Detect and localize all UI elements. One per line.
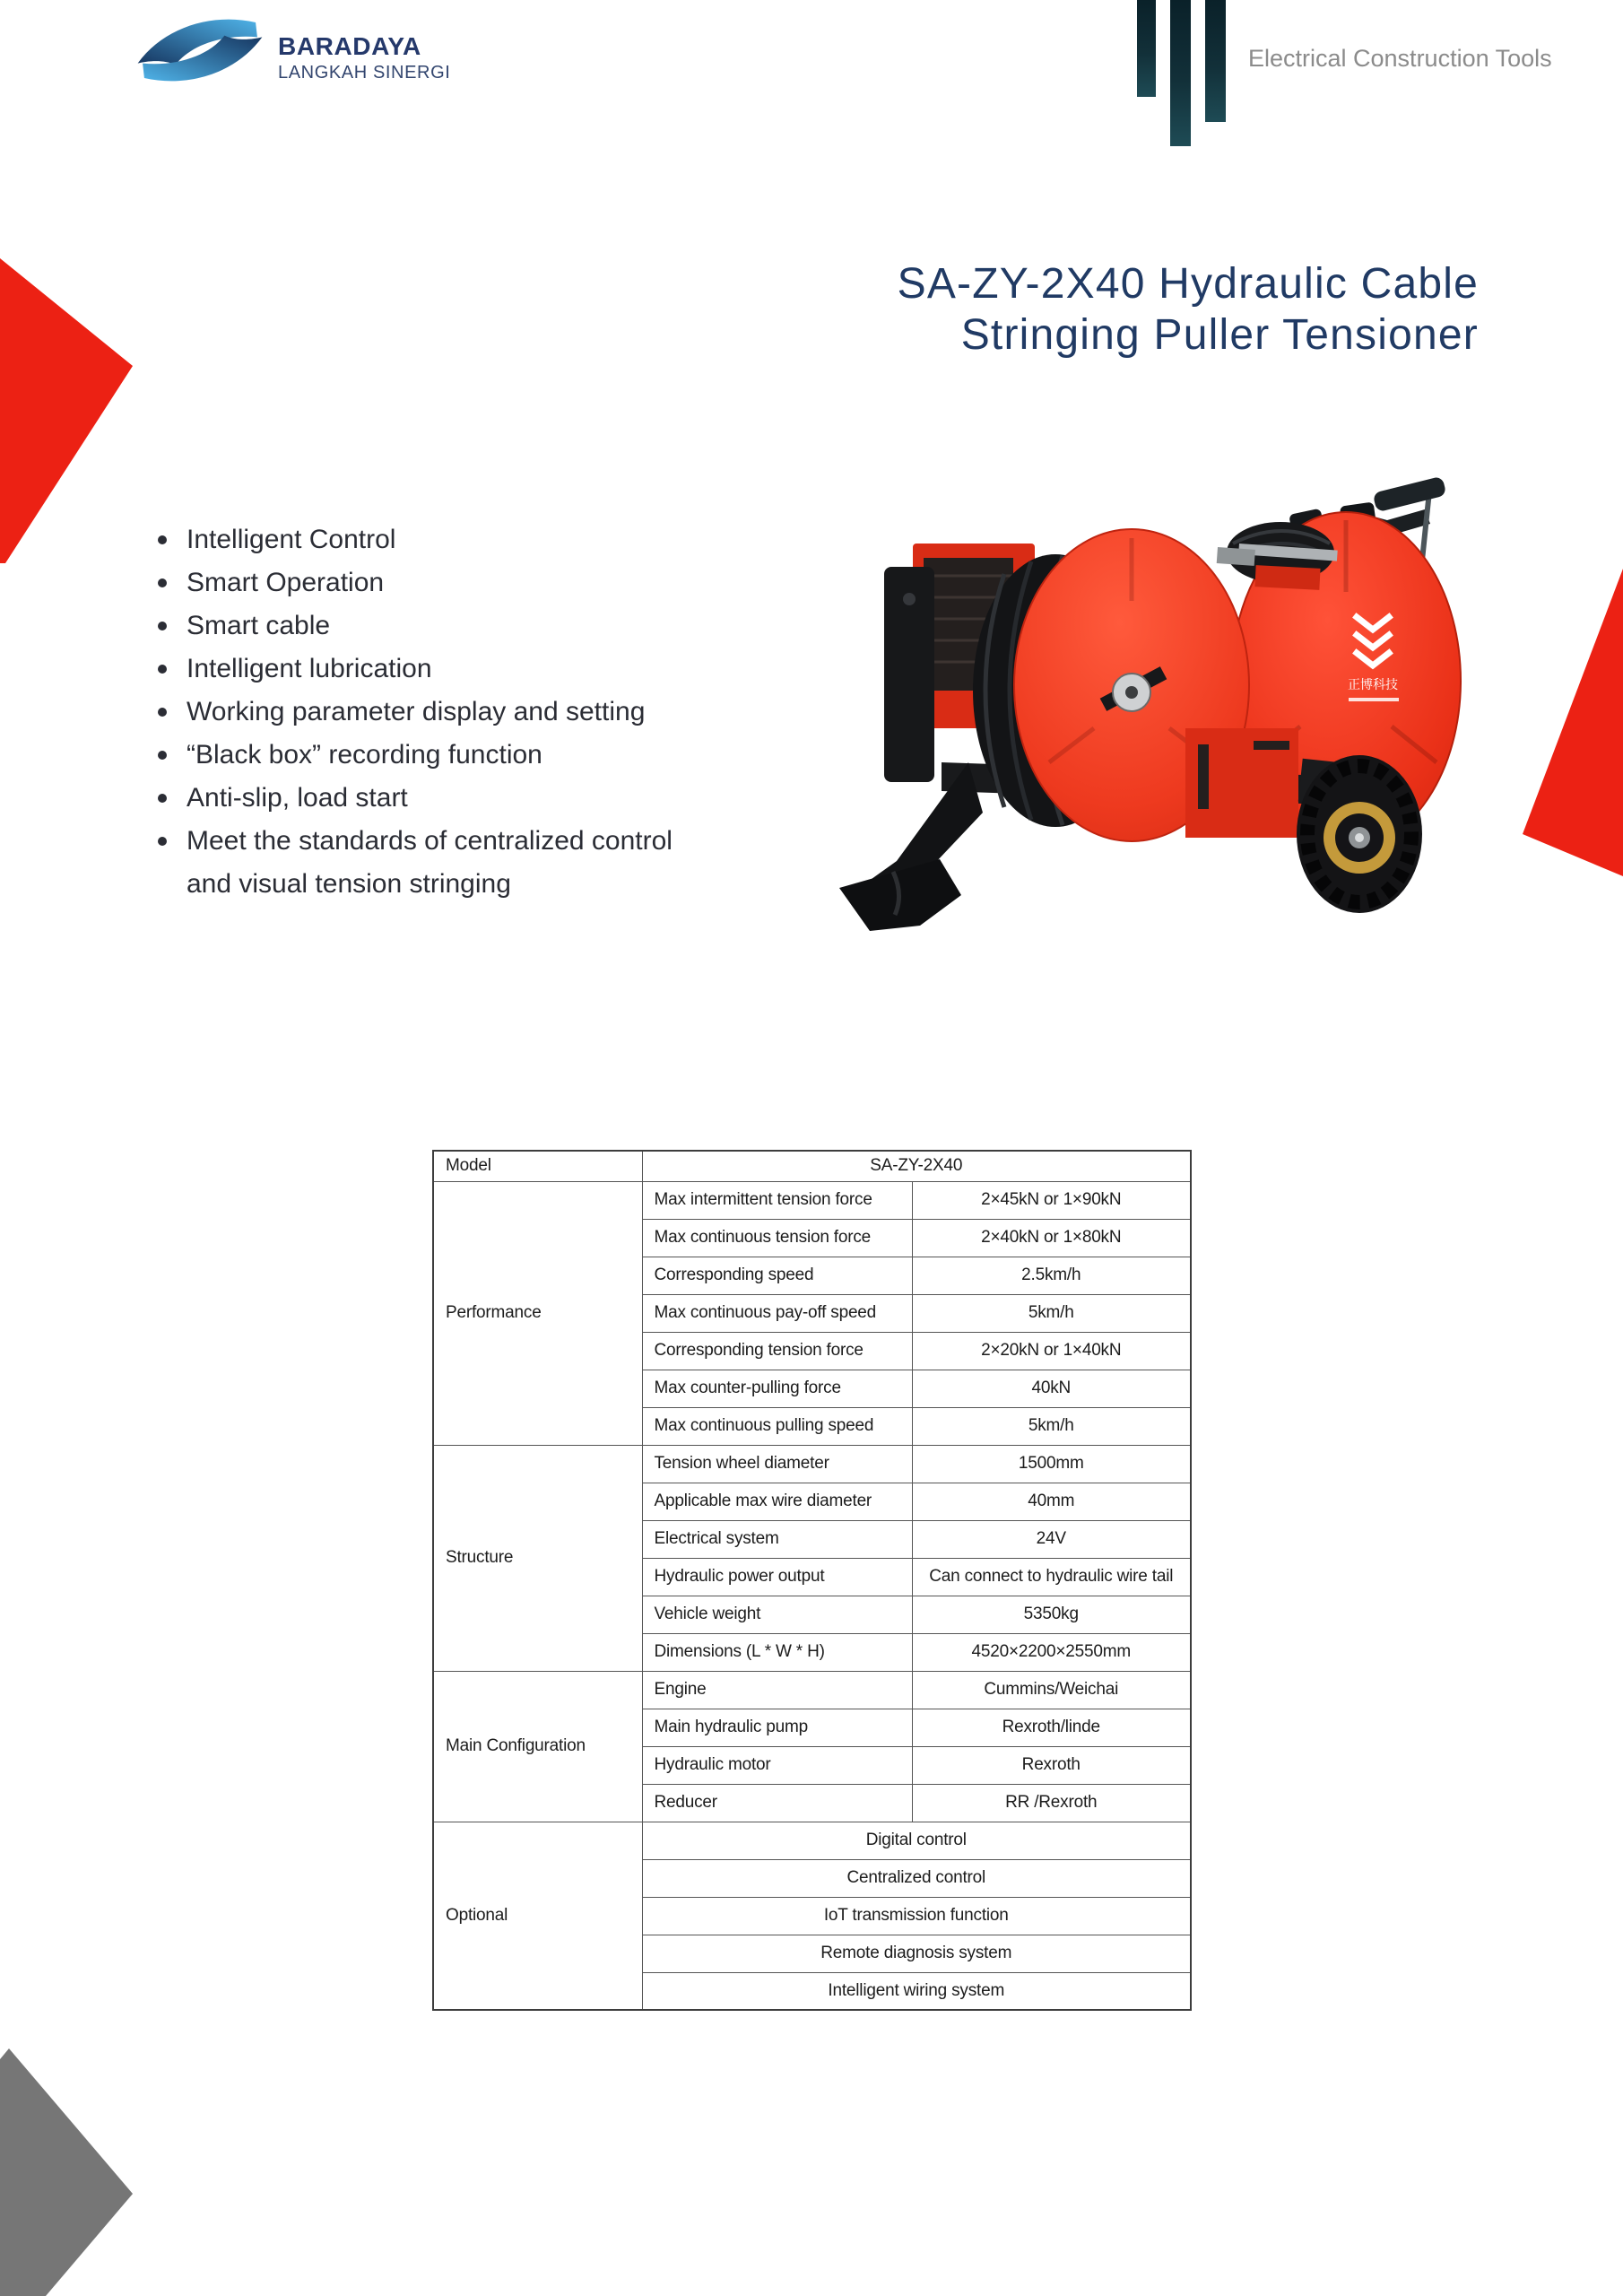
spec-label-cell: Main hydraulic pump — [642, 1709, 912, 1746]
decor-triangle-left — [0, 256, 135, 565]
spec-value-cell: Can connect to hydraulic wire tail — [912, 1558, 1191, 1596]
spec-group-cell: Structure — [433, 1445, 642, 1671]
spec-label-cell: Max intermittent tension force — [642, 1181, 912, 1219]
machine-badge-subtext — [1349, 698, 1399, 701]
feature-list — [149, 518, 723, 906]
machine-lower-panel — [1185, 728, 1298, 838]
spec-label-cell: Corresponding tension force — [642, 1332, 912, 1370]
machine-tire — [1297, 755, 1422, 913]
brand-logo-icon — [128, 13, 272, 88]
feature-item: Smart cable — [149, 604, 723, 648]
spec-label-cell: Reducer — [642, 1784, 912, 1822]
feature-item: Smart Operation — [149, 561, 723, 604]
spec-value-cell: 2×45kN or 1×90kN — [912, 1181, 1191, 1219]
title-line-1: SA-ZY-2X40 Hydraulic Cable — [897, 260, 1479, 308]
spec-value-cell: 40mm — [912, 1483, 1191, 1520]
spec-label-cell: Corresponding speed — [642, 1257, 912, 1294]
spec-value-cell: Intelligent wiring system — [642, 1972, 1191, 2010]
machine-badge-text: 正博科技 — [1348, 677, 1398, 691]
spec-value-cell: 2.5km/h — [912, 1257, 1191, 1294]
spec-label-cell: Max counter-pulling force — [642, 1370, 912, 1407]
spec-value-cell: RR /Rexroth — [912, 1784, 1191, 1822]
spec-value-cell: 5km/h — [912, 1294, 1191, 1332]
spec-group-cell: Optional — [433, 1822, 642, 2010]
brand-name: BARADAYA — [278, 32, 421, 60]
product-image — [834, 466, 1497, 933]
spec-value-cell: 40kN — [912, 1370, 1191, 1407]
spec-label-cell: Max continuous pulling speed — [642, 1407, 912, 1445]
spec-label-cell: Vehicle weight — [642, 1596, 912, 1633]
spec-value-cell: 2×20kN or 1×40kN — [912, 1332, 1191, 1370]
spec-label-cell: Engine — [642, 1671, 912, 1709]
feature-item: Intelligent lubrication — [149, 648, 723, 691]
spec-value-cell: Centralized control — [642, 1859, 1191, 1897]
spec-value-cell: Cummins/Weichai — [912, 1671, 1191, 1709]
spec-value-cell: 2×40kN or 1×80kN — [912, 1219, 1191, 1257]
table-row — [433, 1671, 1191, 1709]
spec-value-cell: Remote diagnosis system — [642, 1935, 1191, 1972]
spec-label-cell: Electrical system — [642, 1520, 912, 1558]
bar-3 — [1205, 0, 1226, 122]
bar-1 — [1137, 0, 1156, 97]
spec-label-cell: Hydraulic motor — [642, 1746, 912, 1784]
spec-label-cell: Dimensions (L * W * H) — [642, 1633, 912, 1671]
machine-frame-bracket — [1217, 547, 1255, 566]
feature-item: Anti-slip, load start — [149, 777, 723, 820]
spec-value-cell: Rexroth — [912, 1746, 1191, 1784]
decor-triangle-right — [1515, 565, 1623, 879]
spec-table — [432, 1150, 1192, 2011]
table-row — [433, 1181, 1191, 1219]
spec-value-cell: 4520×2200×2550mm — [912, 1633, 1191, 1671]
spec-value-cell: 5350kg — [912, 1596, 1191, 1633]
title-line-2: Stringing Puller Tensioner — [960, 311, 1479, 359]
spec-value-cell: 5km/h — [912, 1407, 1191, 1445]
spec-label-cell: Max continuous tension force — [642, 1219, 912, 1257]
brand-tagline: LANGKAH SINERGI — [278, 63, 451, 83]
table-row — [433, 1445, 1191, 1483]
spec-value-cell: Rexroth/linde — [912, 1709, 1191, 1746]
feature-item: Meet the standards of centralized control and visual tension stringing — [149, 820, 723, 906]
spec-value-cell: 1500mm — [912, 1445, 1191, 1483]
spec-label-cell: Max continuous pay-off speed — [642, 1294, 912, 1332]
feature-item: Working parameter display and setting — [149, 691, 723, 734]
spec-label-cell: Applicable max wire diameter — [642, 1483, 912, 1520]
feature-item: “Black box” recording function — [149, 734, 723, 777]
spec-value-cell: IoT transmission function — [642, 1897, 1191, 1935]
spec-group-cell: Main Configuration — [433, 1671, 642, 1822]
brand-text — [278, 34, 450, 82]
model-label-cell: Model — [433, 1151, 642, 1181]
model-value-cell: SA-ZY-2X40 — [642, 1151, 1191, 1181]
spec-group-cell: Performance — [433, 1181, 642, 1445]
spec-label-cell: Hydraulic power output — [642, 1558, 912, 1596]
decor-triangle-gray — [0, 2047, 135, 2296]
table-row — [433, 1822, 1191, 1859]
feature-item: Intelligent Control — [149, 518, 723, 561]
spec-value-cell: 24V — [912, 1520, 1191, 1558]
page-title — [898, 258, 1479, 361]
table-row — [433, 1151, 1191, 1181]
spec-label-cell: Tension wheel diameter — [642, 1445, 912, 1483]
bar-2 — [1170, 0, 1191, 146]
spec-value-cell: Digital control — [642, 1822, 1191, 1859]
header-category-text: Electrical Construction Tools — [1248, 45, 1552, 72]
